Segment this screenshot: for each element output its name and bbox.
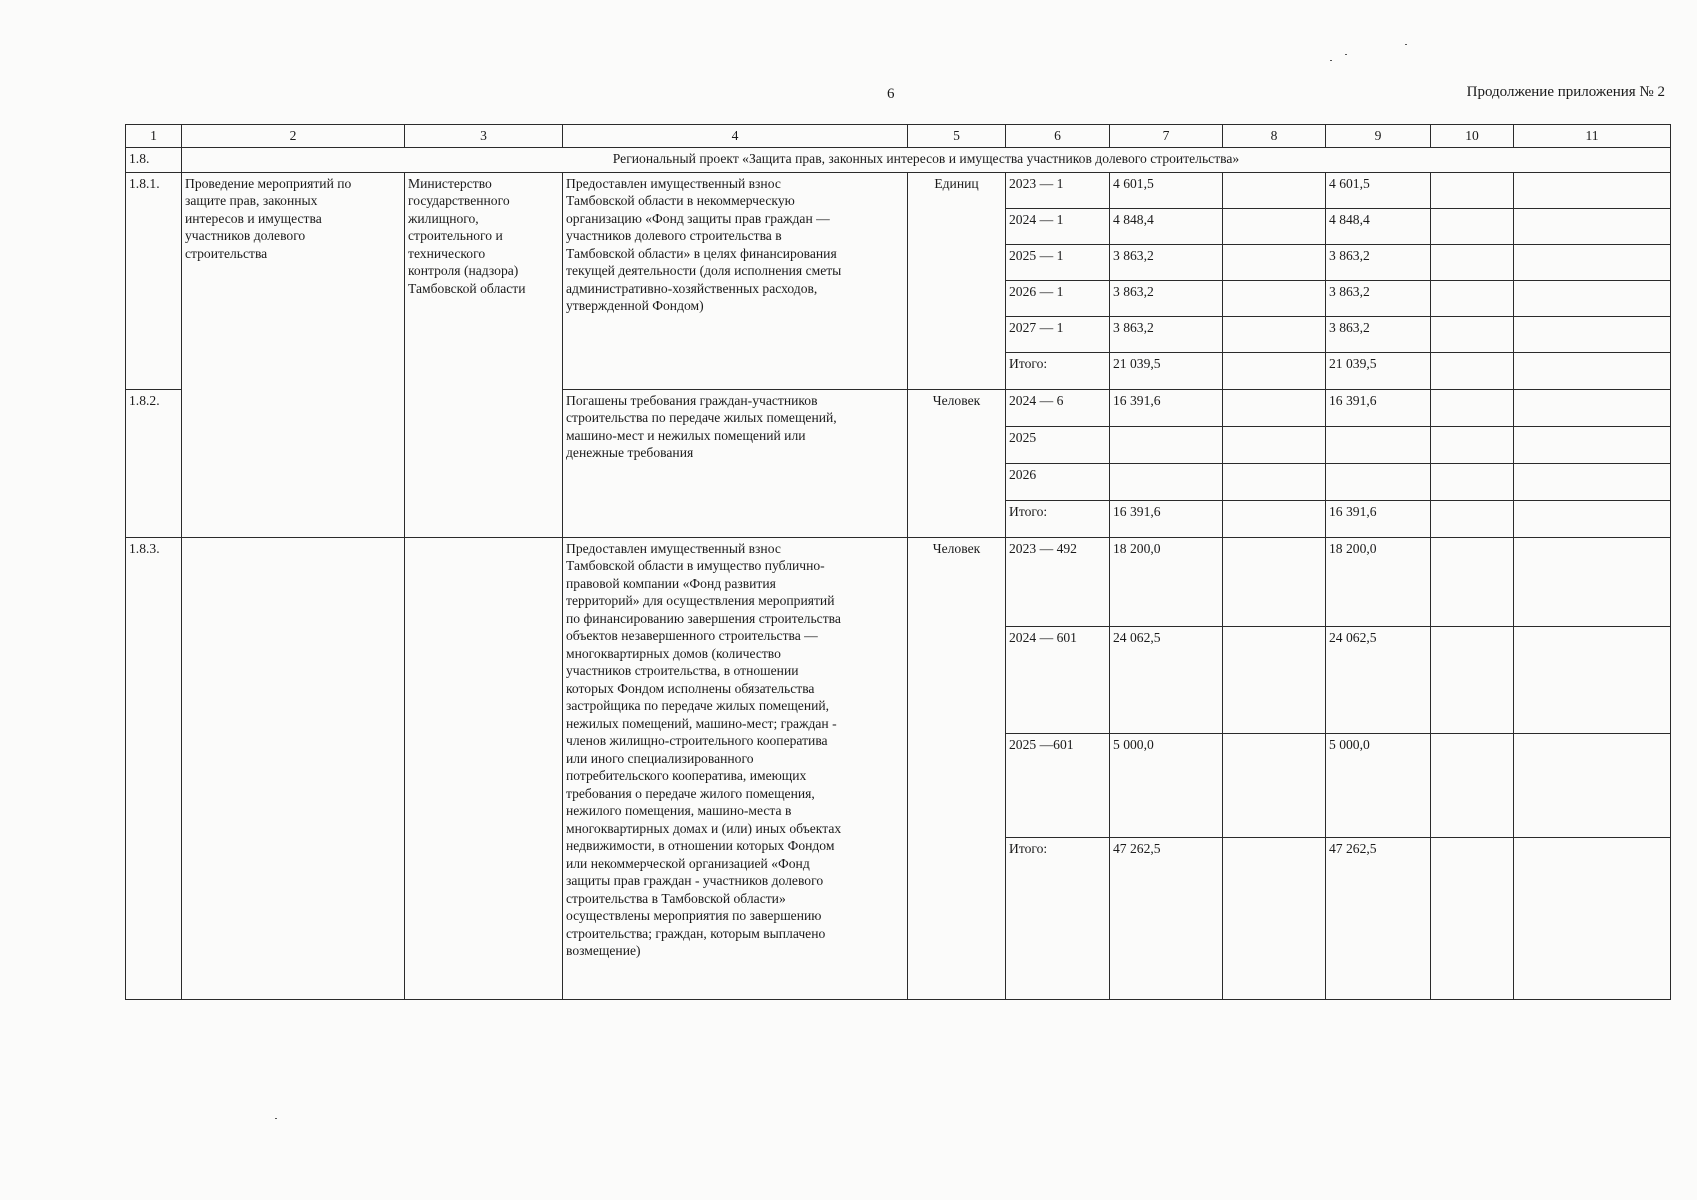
amount-col11	[1514, 733, 1671, 837]
total-label: Итого:	[1006, 837, 1110, 999]
amount-col9: 4 601,5	[1326, 172, 1431, 208]
amount-col7: 3 863,2	[1110, 244, 1223, 280]
amount-col7: 3 863,2	[1110, 280, 1223, 316]
amount-col10	[1431, 463, 1514, 500]
result-description: Предоставлен имущественный взнос Тамбовской области в имущество публично- правовой компании «Фонд развития территорий» для осуществления мероприятий по финансированию завершения строительства объектов незавершенного строительства — многоквартирных домов (количество участников строительства, в отношении которых Фондом исполнены обязательства застройщика по передаче жилых помещений, нежилых помещений, машино-мест; граждан - членов жилищно-строительного кооператива или иного специализированного потребительского кооператива, имеющих требования о передаче жилого помещения, нежилого помещения, машино-места в многоквартирных домах и (или) иных объектах недвижимости, в отношении которых Фондом или некоммерческой организацией «Фонд защиты прав граждан - участников долевого строительства в Тамбовской области» осуществлены мероприятия по завершению строительства; граждан, которым выплачено возмещение)	[563, 537, 908, 999]
item-number: 1.8.1.	[126, 172, 182, 389]
amount-col11	[1514, 316, 1671, 352]
amount-col9: 24 062,5	[1326, 626, 1431, 733]
executor-name: Министерство государственного жилищного, строительного и технического контроля (надзора) Тамбовской области	[405, 172, 563, 537]
total-label: Итого:	[1006, 500, 1110, 537]
result-description: Погашены требования граждан-участников строительства по передаче жилых помещений, машино-мест и нежилых помещений или денежные требования	[563, 389, 908, 537]
column-header: 11	[1514, 125, 1671, 148]
amount-col11	[1514, 280, 1671, 316]
amount-col8	[1223, 389, 1326, 426]
amount-col9: 4 848,4	[1326, 208, 1431, 244]
amount-col9: 3 863,2	[1326, 316, 1431, 352]
amount-col10	[1431, 626, 1514, 733]
amount-col8	[1223, 208, 1326, 244]
amount-col9: 47 262,5	[1326, 837, 1431, 999]
amount-col9: 3 863,2	[1326, 244, 1431, 280]
result-description: Предоставлен имущественный взнос Тамбовской области в некоммерческую организацию «Фонд защиты прав граждан — участников долевого строительства в Тамбовской области» в целях финансирования текущей деятельности (доля исполнения сметы административно-хозяйственных расходов, утвержденной Фондом)	[563, 172, 908, 389]
unit-of-measure: Единиц	[908, 172, 1006, 389]
amount-col9	[1326, 463, 1431, 500]
amount-col10	[1431, 172, 1514, 208]
amount-col10	[1431, 389, 1514, 426]
target-value: 2027 — 1	[1006, 316, 1110, 352]
measure-name: Проведение мероприятий по защите прав, законных интересов и имущества участников долевого строительства	[182, 172, 405, 537]
scan-speck	[1405, 44, 1407, 45]
target-value: 2026	[1006, 463, 1110, 500]
amount-col11	[1514, 537, 1671, 626]
scan-speck	[1330, 60, 1332, 61]
amount-col11	[1514, 172, 1671, 208]
amount-col7: 4 848,4	[1110, 208, 1223, 244]
amount-col10	[1431, 280, 1514, 316]
column-header: 8	[1223, 125, 1326, 148]
amount-col8	[1223, 316, 1326, 352]
amount-col8	[1223, 352, 1326, 389]
appendix-continuation-note: Продолжение приложения № 2	[1466, 84, 1665, 100]
total-label: Итого:	[1006, 352, 1110, 389]
column-number-row	[126, 125, 1671, 148]
amount-col8	[1223, 244, 1326, 280]
column-header: 4	[563, 125, 908, 148]
scan-speck	[275, 1118, 277, 1119]
column-header: 9	[1326, 125, 1431, 148]
amount-col10	[1431, 837, 1514, 999]
amount-col7: 16 391,6	[1110, 389, 1223, 426]
amount-col9: 16 391,6	[1326, 389, 1431, 426]
amount-col7: 24 062,5	[1110, 626, 1223, 733]
column-header: 7	[1110, 125, 1223, 148]
amount-col8	[1223, 463, 1326, 500]
section-title: Региональный проект «Защита прав, законных интересов и имущества участников долевого строительства»	[182, 147, 1671, 172]
amount-col9	[1326, 426, 1431, 463]
target-value: 2026 — 1	[1006, 280, 1110, 316]
amount-col10	[1431, 733, 1514, 837]
amount-col7: 3 863,2	[1110, 316, 1223, 352]
target-value: 2023 — 1	[1006, 172, 1110, 208]
unit-of-measure: Человек	[908, 537, 1006, 999]
amount-col10	[1431, 426, 1514, 463]
item-number: 1.8.2.	[126, 389, 182, 537]
amount-col10	[1431, 352, 1514, 389]
target-value: 2025	[1006, 426, 1110, 463]
amount-col10	[1431, 537, 1514, 626]
amount-col11	[1514, 426, 1671, 463]
target-value: 2024 — 601	[1006, 626, 1110, 733]
target-value: 2024 — 6	[1006, 389, 1110, 426]
amount-col8	[1223, 426, 1326, 463]
section-number: 1.8.	[126, 147, 182, 172]
amount-col7: 4 601,5	[1110, 172, 1223, 208]
amount-col8	[1223, 626, 1326, 733]
amount-col10	[1431, 500, 1514, 537]
table-row	[126, 172, 1671, 208]
unit-of-measure: Человек	[908, 389, 1006, 537]
amount-col11	[1514, 463, 1671, 500]
column-header: 6	[1006, 125, 1110, 148]
amount-col11	[1514, 208, 1671, 244]
column-header: 2	[182, 125, 405, 148]
target-value: 2025 —601	[1006, 733, 1110, 837]
amount-col7: 47 262,5	[1110, 837, 1223, 999]
amount-col7: 16 391,6	[1110, 500, 1223, 537]
amount-col8	[1223, 733, 1326, 837]
target-value: 2023 — 492	[1006, 537, 1110, 626]
amount-col9: 21 039,5	[1326, 352, 1431, 389]
executor-cell-empty	[405, 537, 563, 999]
amount-col11	[1514, 837, 1671, 999]
budget-table	[125, 124, 1671, 1000]
amount-col11	[1514, 352, 1671, 389]
amount-col8	[1223, 172, 1326, 208]
amount-col9: 3 863,2	[1326, 280, 1431, 316]
amount-col11	[1514, 626, 1671, 733]
column-header: 5	[908, 125, 1006, 148]
target-value: 2025 — 1	[1006, 244, 1110, 280]
measure-cell-empty	[182, 537, 405, 999]
amount-col8	[1223, 280, 1326, 316]
amount-col9: 5 000,0	[1326, 733, 1431, 837]
amount-col11	[1514, 500, 1671, 537]
column-header: 3	[405, 125, 563, 148]
amount-col10	[1431, 244, 1514, 280]
section-row	[126, 147, 1671, 172]
amount-col7	[1110, 463, 1223, 500]
amount-col7: 18 200,0	[1110, 537, 1223, 626]
page-number: 6	[887, 86, 895, 102]
amount-col7	[1110, 426, 1223, 463]
amount-col10	[1431, 316, 1514, 352]
amount-col9: 16 391,6	[1326, 500, 1431, 537]
target-value: 2024 — 1	[1006, 208, 1110, 244]
table-row	[126, 537, 1671, 626]
column-header: 1	[126, 125, 182, 148]
column-header: 10	[1431, 125, 1514, 148]
amount-col7: 21 039,5	[1110, 352, 1223, 389]
amount-col10	[1431, 208, 1514, 244]
amount-col11	[1514, 389, 1671, 426]
amount-col11	[1514, 244, 1671, 280]
amount-col8	[1223, 537, 1326, 626]
amount-col8	[1223, 837, 1326, 999]
amount-col9: 18 200,0	[1326, 537, 1431, 626]
item-number: 1.8.3.	[126, 537, 182, 999]
scan-speck	[1345, 54, 1347, 55]
amount-col8	[1223, 500, 1326, 537]
amount-col7: 5 000,0	[1110, 733, 1223, 837]
